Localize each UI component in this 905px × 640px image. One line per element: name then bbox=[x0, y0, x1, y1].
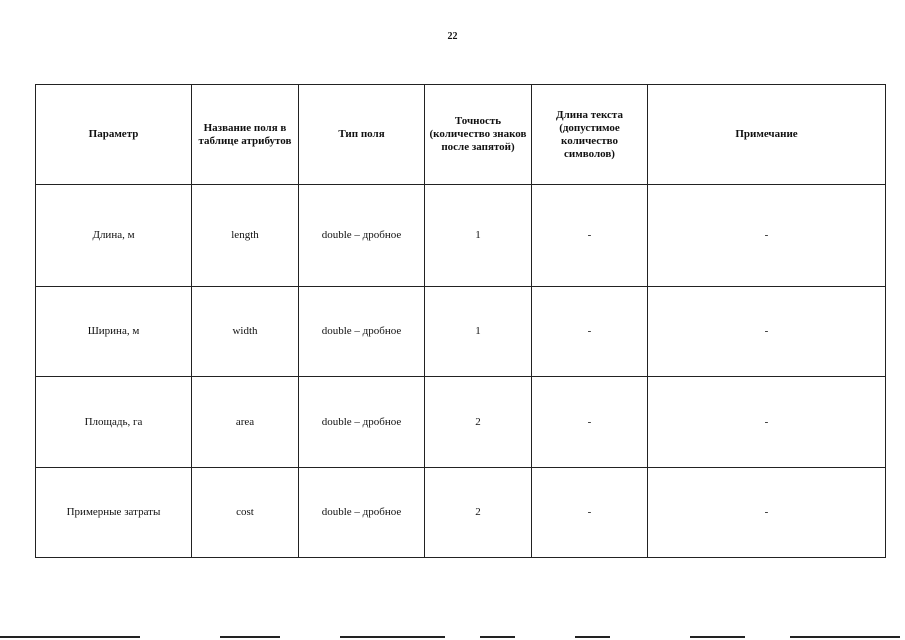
table-cell: width bbox=[192, 287, 299, 377]
table-cell: 1 bbox=[425, 287, 532, 377]
table-cell: double – дробное bbox=[299, 377, 425, 468]
table-cell: Площадь, га bbox=[36, 377, 192, 468]
header-cell-note: Примечание bbox=[648, 85, 886, 185]
scan-artifact-line bbox=[690, 636, 745, 638]
table-cell: area bbox=[192, 377, 299, 468]
table-cell: 2 bbox=[425, 468, 532, 558]
table-row bbox=[36, 287, 886, 377]
header-cell-precision: Точность (количество знаков после запятой) bbox=[425, 85, 532, 185]
scan-artifact-line bbox=[220, 636, 280, 638]
table-row bbox=[36, 468, 886, 558]
table-cell: - bbox=[648, 287, 886, 377]
scan-artifact-line bbox=[0, 636, 140, 638]
table-cell: Ширина, м bbox=[36, 287, 192, 377]
table-cell: double – дробное bbox=[299, 185, 425, 287]
table-cell: - bbox=[648, 468, 886, 558]
table-cell: - bbox=[532, 185, 648, 287]
table-cell: 1 bbox=[425, 185, 532, 287]
table-cell: 2 bbox=[425, 377, 532, 468]
scan-artifact-line bbox=[790, 636, 900, 638]
table-cell: cost bbox=[192, 468, 299, 558]
scan-artifact-line bbox=[480, 636, 515, 638]
table-cell: - bbox=[532, 468, 648, 558]
table-row bbox=[36, 185, 886, 287]
attributes-table bbox=[35, 84, 886, 558]
table-row bbox=[36, 377, 886, 468]
table-cell: double – дробное bbox=[299, 287, 425, 377]
table-header-row bbox=[36, 85, 886, 185]
table-cell: - bbox=[648, 377, 886, 468]
page-number: 22 bbox=[447, 31, 458, 42]
table-cell: - bbox=[532, 377, 648, 468]
table-cell: Длина, м bbox=[36, 185, 192, 287]
table-cell: - bbox=[532, 287, 648, 377]
header-cell-field-name: Название поля в таблице атрибутов bbox=[192, 85, 299, 185]
header-cell-text-length: Длина текста (допустимое количество символов) bbox=[532, 85, 648, 185]
scan-artifact-line bbox=[575, 636, 610, 638]
table-cell: double – дробное bbox=[299, 468, 425, 558]
header-cell-parameter: Параметр bbox=[36, 85, 192, 185]
scan-artifact-line bbox=[340, 636, 445, 638]
table-cell: - bbox=[648, 185, 886, 287]
table-cell: Примерные затраты bbox=[36, 468, 192, 558]
table-cell: length bbox=[192, 185, 299, 287]
header-cell-field-type: Тип поля bbox=[299, 85, 425, 185]
